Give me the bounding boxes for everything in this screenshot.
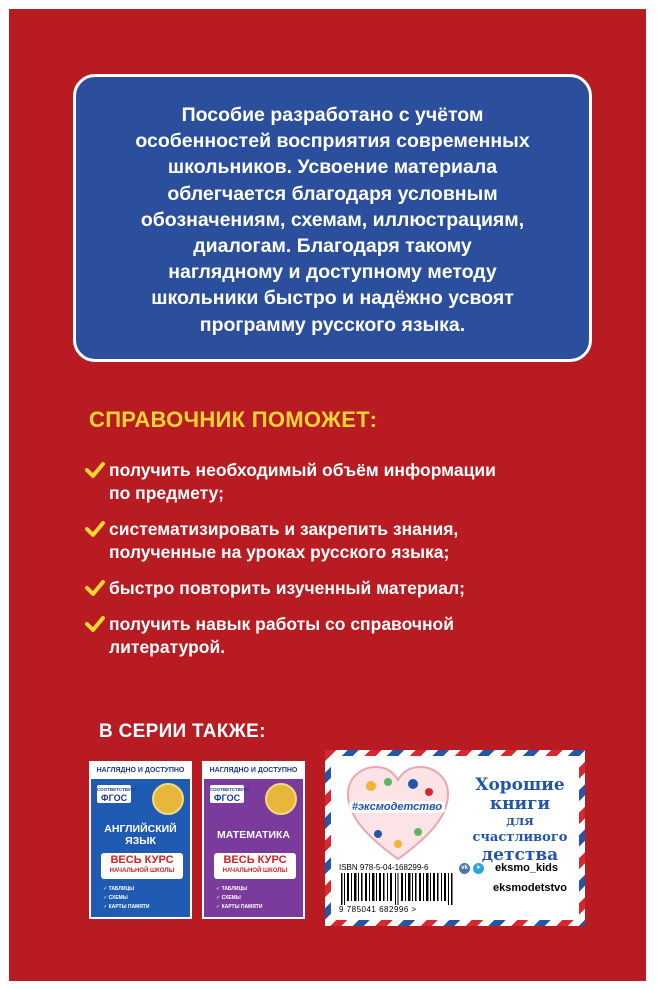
book-features: ✓ ТАБЛИЦЫ ✓ СХЕМЫ ✓ КАРТЫ ПАМЯТИ [103, 886, 150, 910]
heart-icon [343, 764, 453, 864]
helps-item-text: получить навык работы со справочной [109, 614, 455, 634]
helps-item-text: литературой. [109, 637, 226, 657]
publisher-envelope [325, 750, 585, 926]
social-row-detstvo[interactable] [459, 882, 567, 894]
medal-icon [152, 783, 184, 815]
book-band: НАГЛЯДНО И ДОСТУПНО [204, 763, 303, 779]
fgos-badge: СООТВЕТСТВУЕТ ФГОС [210, 787, 250, 803]
description-line: обозначениям, схемам, иллюстрациям, [140, 208, 525, 231]
helps-item-text: систематизировать и закрепить знания, [109, 519, 459, 539]
description-line: программу русского языка. [199, 313, 466, 336]
book-title: АНГЛИЙСКИЙ ЯЗЫК [104, 823, 177, 847]
checkmark-icon [85, 461, 105, 479]
book-course-badge: ВЕСЬ КУРС НАЧАЛЬНОЙ ШКОЛЫ [101, 853, 183, 879]
telegram-icon: ➤ [473, 863, 484, 874]
barcode [339, 873, 457, 905]
helps-item-text: полученные на уроках русского языка; [109, 542, 450, 562]
book-title: МАТЕМАТИКА [217, 829, 290, 841]
social-handle: eksmodetstvo [493, 882, 567, 894]
series-book-math[interactable] [202, 761, 305, 919]
vk-icon: vk [459, 863, 470, 874]
isbn-text: ISBN 978-5-04-168299-6 [339, 863, 429, 872]
fgos-badge: СООТВЕТСТВУЕТ ФГОС [97, 787, 137, 803]
helps-item-text: быстро повторить изученный материал; [109, 578, 465, 598]
checkmark-icon [85, 615, 105, 633]
social-row-kids[interactable] [459, 862, 567, 874]
book-features: ✓ ТАБЛИЦЫ ✓ СХЕМЫ ✓ КАРТЫ ПАМЯТИ [216, 886, 263, 910]
helps-item-text: по предмету; [109, 483, 225, 503]
helps-list [85, 459, 605, 672]
description-line: особенностей восприятия современных [135, 130, 530, 153]
helps-heading: СПРАВОЧНИК ПОМОЖЕТ: [89, 407, 378, 432]
description-line: Пособие разработано с учётом [181, 104, 484, 126]
description-line: диалогам. Благодаря такому [193, 235, 472, 258]
series-book-english[interactable] [89, 761, 192, 919]
helps-item [85, 613, 605, 659]
description-line: школьники быстро и надёжно усвоят [151, 287, 514, 310]
book-band: НАГЛЯДНО И ДОСТУПНО [91, 763, 190, 779]
envelope-inner [331, 756, 579, 920]
series-heading: В СЕРИИ ТАКЖЕ: [99, 721, 266, 742]
description-line: школьников. Усвоение материала [167, 156, 498, 179]
social-handle: eksmo_kids [495, 862, 558, 874]
social-links [459, 862, 567, 902]
helps-item [85, 577, 605, 600]
barcode-number: 9 785041 682996 > [339, 905, 417, 914]
checkmark-icon [85, 579, 105, 597]
helps-item-text: получить необходимый объём информации [109, 460, 496, 480]
description-box [73, 74, 592, 362]
book-back-cover [9, 9, 646, 981]
publisher-slogan: Хорошие книги для счастливого детства [472, 775, 568, 865]
helps-item [85, 518, 605, 564]
medal-icon [265, 783, 297, 815]
book-course-badge: ВЕСЬ КУРС НАЧАЛЬНОЙ ШКОЛЫ [214, 853, 296, 879]
helps-item [85, 459, 605, 505]
description-line: облегчается благодаря условным [167, 182, 498, 205]
checkmark-icon [85, 520, 105, 538]
description-line: наглядному и доступному методу [168, 261, 497, 284]
hashtag: #эксмодетство [349, 801, 445, 813]
